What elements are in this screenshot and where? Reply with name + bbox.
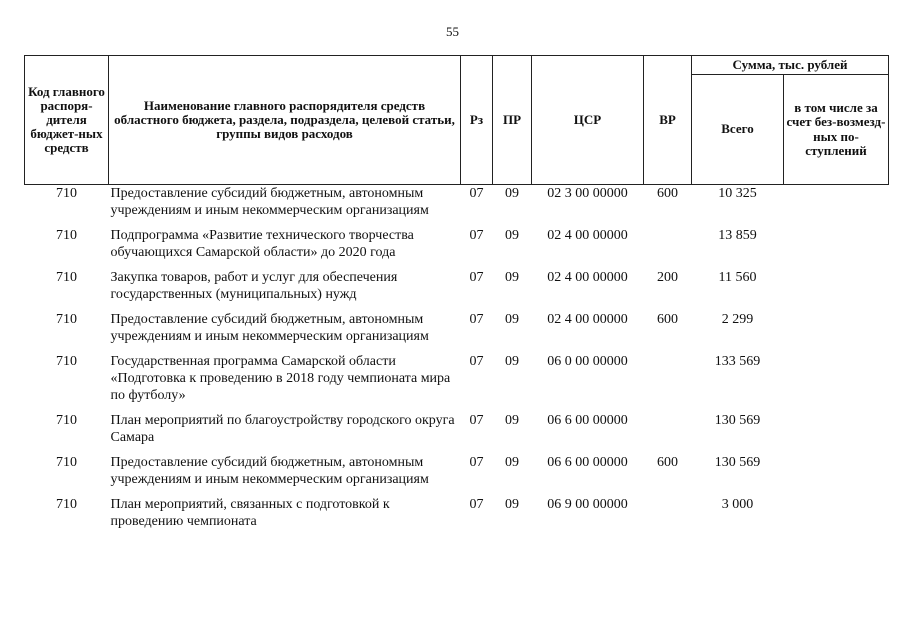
cell-pr: 09 xyxy=(505,455,519,470)
cell-pr: 09 xyxy=(505,186,519,201)
cell-code: 710 xyxy=(56,186,77,201)
table-row xyxy=(25,311,889,353)
table-row xyxy=(25,454,889,496)
table-row xyxy=(25,412,889,454)
cell-name: Закупка товаров, работ и услуг для обеспечения государственных (муниципальных) нужд xyxy=(110,270,398,302)
cell-pr: 09 xyxy=(505,228,519,243)
cell-vr xyxy=(644,496,692,538)
cell-incl xyxy=(784,496,889,538)
cell-total: 10 325 xyxy=(718,186,757,201)
cell-code: 710 xyxy=(56,455,77,470)
cell-incl xyxy=(784,412,889,454)
cell-vr xyxy=(644,353,692,412)
table-row xyxy=(25,353,889,412)
header-total: Всего xyxy=(692,75,784,185)
cell-code: 710 xyxy=(56,228,77,243)
header-pr: ПР xyxy=(493,56,532,185)
cell-incl xyxy=(784,353,889,412)
cell-incl xyxy=(784,454,889,496)
cell-pr: 09 xyxy=(505,270,519,285)
cell-code: 710 xyxy=(56,270,77,285)
cell-rz: 07 xyxy=(469,497,484,512)
cell-rz: 07 xyxy=(469,455,484,470)
cell-total: 2 299 xyxy=(721,312,754,327)
header-rz: Рз xyxy=(461,56,493,185)
cell-name: Предоставление субсидий бюджетным, автономным учреждениям и иным некоммерческим организациям xyxy=(110,186,429,218)
header-sum: Сумма, тыс. рублей xyxy=(692,56,889,75)
cell-code: 710 xyxy=(56,497,77,512)
cell-name: Предоставление субсидий бюджетным, автономным учреждениям и иным некоммерческим организациям xyxy=(110,455,429,487)
cell-total: 3 000 xyxy=(721,497,754,512)
cell-incl xyxy=(784,185,889,228)
cell-total: 11 560 xyxy=(718,270,757,285)
cell-rz: 07 xyxy=(469,228,484,243)
cell-name: План мероприятий по благоустройству городского округа Самара xyxy=(110,413,455,445)
cell-vr: 600 xyxy=(657,312,678,327)
cell-vr: 600 xyxy=(657,455,678,470)
cell-total: 133 569 xyxy=(714,354,761,369)
cell-vr xyxy=(644,227,692,269)
cell-csr: 06 9 00 00000 xyxy=(547,497,628,512)
cell-rz: 07 xyxy=(469,186,484,201)
cell-total: 130 569 xyxy=(714,413,761,428)
cell-incl xyxy=(784,269,889,311)
cell-pr: 09 xyxy=(505,312,519,327)
cell-code: 710 xyxy=(56,413,77,428)
cell-total: 130 569 xyxy=(714,455,761,470)
cell-csr: 02 4 00 00000 xyxy=(547,228,628,243)
header-csr: ЦСР xyxy=(532,56,644,185)
table-header xyxy=(25,56,889,185)
cell-rz: 07 xyxy=(469,270,484,285)
cell-csr: 06 6 00 00000 xyxy=(547,455,628,470)
cell-name: Предоставление субсидий бюджетным, автономным учреждениям и иным некоммерческим организациям xyxy=(110,312,429,344)
cell-code: 710 xyxy=(56,312,77,327)
cell-rz: 07 xyxy=(469,312,484,327)
table-row xyxy=(25,496,889,538)
cell-name: Государственная программа Самарской области «Подготовка к проведению в 2018 году чемпионата мира по футболу» xyxy=(110,354,451,403)
table-body xyxy=(25,185,889,539)
page-number: 55 xyxy=(446,24,459,39)
header-name: Наименование главного распорядителя средств областного бюджета, раздела, подраздела, целевой статьи, группы видов расходов xyxy=(109,56,461,185)
cell-vr: 200 xyxy=(657,270,678,285)
cell-code: 710 xyxy=(56,354,77,369)
cell-pr: 09 xyxy=(505,413,519,428)
cell-incl xyxy=(784,227,889,269)
cell-vr: 600 xyxy=(657,186,678,201)
cell-csr: 02 4 00 00000 xyxy=(547,312,628,327)
budget-table xyxy=(24,55,889,538)
cell-pr: 09 xyxy=(505,354,519,369)
cell-csr: 02 4 00 00000 xyxy=(547,270,628,285)
header-vr: ВР xyxy=(644,56,692,185)
cell-name: Подпрограмма «Развитие технического творчества обучающихся Самарской области» до 2020 года xyxy=(110,228,414,260)
cell-incl xyxy=(784,311,889,353)
cell-total: 13 859 xyxy=(718,228,757,243)
header-code: Код главного распоря-дителя бюджет-ных средств xyxy=(25,56,109,185)
header-incl: в том числе за счет без-возмезд-ных по-ступлений xyxy=(784,75,889,185)
table-row xyxy=(25,269,889,311)
cell-csr: 06 0 00 00000 xyxy=(547,354,628,369)
cell-pr: 09 xyxy=(505,497,519,512)
table-row xyxy=(25,185,889,228)
cell-rz: 07 xyxy=(469,413,484,428)
cell-rz: 07 xyxy=(469,354,484,369)
cell-name: План мероприятий, связанных с подготовкой к проведению чемпионата xyxy=(110,497,390,529)
cell-csr: 06 6 00 00000 xyxy=(547,413,628,428)
cell-csr: 02 3 00 00000 xyxy=(547,186,628,201)
cell-vr xyxy=(644,412,692,454)
table-row xyxy=(25,227,889,269)
